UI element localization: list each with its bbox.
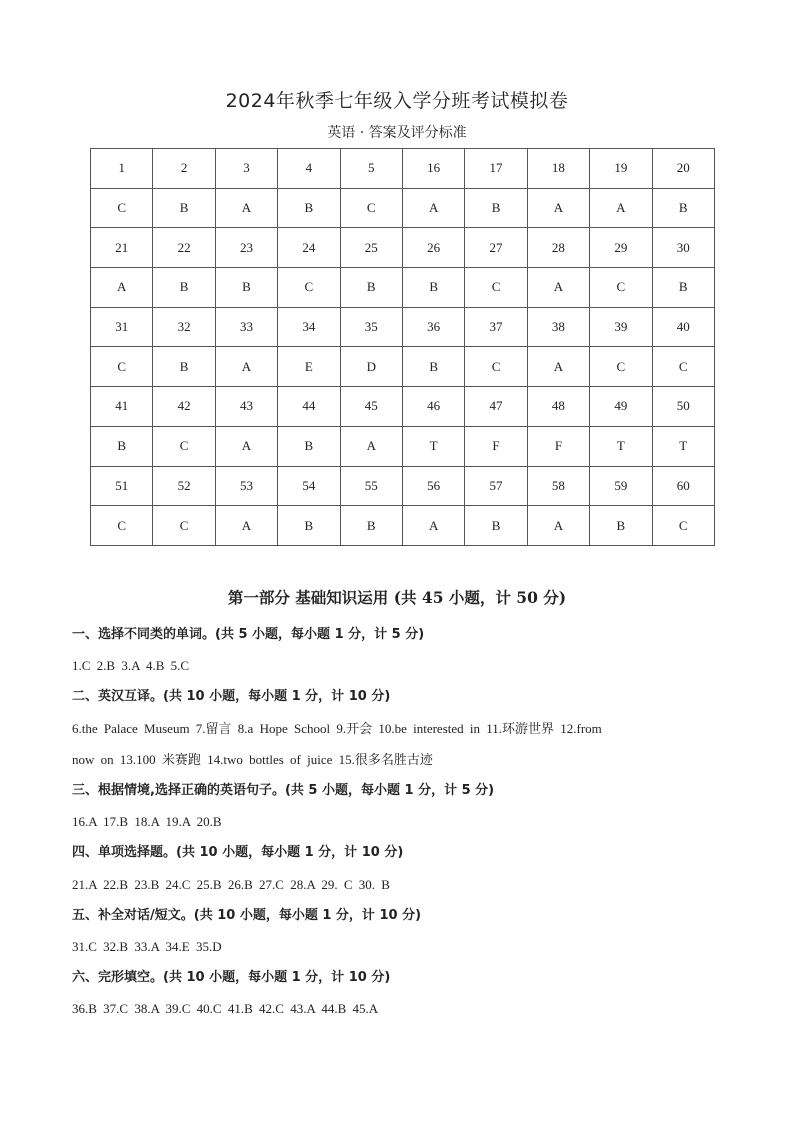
question-number-cell: 51 — [91, 466, 153, 506]
question-number-cell: 2 — [153, 149, 215, 189]
answer-cell: C — [652, 347, 714, 387]
question-number-cell: 45 — [340, 387, 402, 427]
question-number-cell: 55 — [340, 466, 402, 506]
question-number-cell: 24 — [278, 228, 340, 268]
section-answers: 31.C 32.B 33.A 34.E 35.D — [72, 938, 222, 954]
question-number-cell: 34 — [278, 307, 340, 347]
answer-row — [91, 426, 715, 466]
question-number-cell: 26 — [402, 228, 464, 268]
question-number-cell: 25 — [340, 228, 402, 268]
section-answers: 16.A 17.B 18.A 19.A 20.B — [72, 814, 222, 830]
section-answers: 6.the Palace Museum 7.留言 8.a Hope School 9.开会 10.be interested in 11.环游世界 12.from — [72, 720, 602, 736]
question-number-row — [91, 228, 715, 268]
answer-cell: F — [527, 426, 589, 466]
answer-cell: A — [340, 426, 402, 466]
question-number-cell: 37 — [465, 307, 527, 347]
answer-cell: B — [278, 426, 340, 466]
answer-cell: T — [590, 426, 652, 466]
answer-cell: A — [215, 347, 277, 387]
page-title: 2024年秋季七年级入学分班考试模拟卷 — [225, 90, 569, 112]
question-number-cell: 54 — [278, 466, 340, 506]
answer-cell: C — [278, 268, 340, 308]
answer-cell: B — [153, 347, 215, 387]
answer-cell: A — [527, 506, 589, 546]
answer-row — [91, 506, 715, 546]
question-number-row — [91, 387, 715, 427]
question-number-cell: 31 — [91, 307, 153, 347]
question-number-cell: 3 — [215, 149, 277, 189]
answer-row — [91, 347, 715, 387]
answer-row — [91, 268, 715, 308]
question-number-row — [91, 466, 715, 506]
answer-cell: A — [215, 188, 277, 228]
question-number-cell: 47 — [465, 387, 527, 427]
question-number-cell: 40 — [652, 307, 714, 347]
answer-cell: T — [402, 426, 464, 466]
question-number-row — [91, 149, 715, 189]
question-number-cell: 41 — [91, 387, 153, 427]
question-number-cell: 33 — [215, 307, 277, 347]
section-answers: 1.C 2.B 3.A 4.B 5.C — [72, 658, 190, 674]
question-number-cell: 16 — [402, 149, 464, 189]
answer-cell: B — [652, 188, 714, 228]
question-number-cell: 17 — [465, 149, 527, 189]
answer-cell: B — [465, 188, 527, 228]
answer-cell: A — [91, 268, 153, 308]
answer-cell: A — [402, 188, 464, 228]
question-number-cell: 52 — [153, 466, 215, 506]
question-number-row — [91, 307, 715, 347]
question-number-cell: 50 — [652, 387, 714, 427]
answer-cell: C — [652, 506, 714, 546]
answer-cell: T — [652, 426, 714, 466]
answer-cell: B — [402, 268, 464, 308]
answer-cell: B — [215, 268, 277, 308]
question-number-cell: 59 — [590, 466, 652, 506]
answer-cell: B — [153, 188, 215, 228]
question-number-cell: 29 — [590, 228, 652, 268]
answer-cell: C — [465, 268, 527, 308]
answer-cell: C — [465, 347, 527, 387]
question-number-cell: 43 — [215, 387, 277, 427]
answer-cell: A — [590, 188, 652, 228]
answer-cell: A — [527, 347, 589, 387]
section-heading: 六、完形填空。(共 10 小题，每小题 1 分，计 10 分) — [72, 970, 391, 986]
question-number-cell: 23 — [215, 228, 277, 268]
answer-cell: C — [340, 188, 402, 228]
question-number-cell: 22 — [153, 228, 215, 268]
answer-row — [91, 188, 715, 228]
question-number-cell: 20 — [652, 149, 714, 189]
answer-cell: C — [91, 506, 153, 546]
answer-cell: B — [465, 506, 527, 546]
answer-cell: C — [153, 426, 215, 466]
section-answers: 21.A 22.B 23.B 24.C 25.B 26.B 27.C 28.A 29. C 30. B — [72, 876, 390, 892]
question-number-cell: 38 — [527, 307, 589, 347]
question-number-cell: 21 — [91, 228, 153, 268]
answer-cell: D — [340, 347, 402, 387]
answer-cell: A — [215, 426, 277, 466]
question-number-cell: 42 — [153, 387, 215, 427]
question-number-cell: 57 — [465, 466, 527, 506]
question-number-cell: 18 — [527, 149, 589, 189]
answer-cell: A — [215, 506, 277, 546]
answer-sections — [72, 624, 732, 1029]
answer-cell: B — [590, 506, 652, 546]
answer-cell: B — [652, 268, 714, 308]
answer-cell: C — [153, 506, 215, 546]
answer-cell: B — [340, 268, 402, 308]
answer-cell: B — [91, 426, 153, 466]
question-number-cell: 28 — [527, 228, 589, 268]
question-number-cell: 49 — [590, 387, 652, 427]
answer-cell: C — [91, 347, 153, 387]
section-answers: 36.B 37.C 38.A 39.C 40.C 41.B 42.C 43.A 44.B 45.A — [72, 1001, 379, 1017]
question-number-cell: 35 — [340, 307, 402, 347]
answer-cell: E — [278, 347, 340, 387]
section-heading: 四、单项选择题。(共 10 小题，每小题 1 分，计 10 分) — [72, 845, 404, 861]
question-number-cell: 1 — [91, 149, 153, 189]
question-number-cell: 30 — [652, 228, 714, 268]
question-number-cell: 32 — [153, 307, 215, 347]
question-number-cell: 5 — [340, 149, 402, 189]
section-heading: 三、根据情境,选择正确的英语句子。(共 5 小题，每小题 1 分，计 5 分) — [72, 782, 495, 798]
question-number-cell: 56 — [402, 466, 464, 506]
answer-cell: B — [278, 188, 340, 228]
section-heading: 五、补全对话/短文。(共 10 小题，每小题 1 分，计 10 分) — [72, 907, 422, 923]
answer-cell: A — [527, 188, 589, 228]
question-number-cell: 60 — [652, 466, 714, 506]
question-number-cell: 44 — [278, 387, 340, 427]
question-number-cell: 39 — [590, 307, 652, 347]
question-number-cell: 58 — [527, 466, 589, 506]
answer-cell: B — [153, 268, 215, 308]
question-number-cell: 36 — [402, 307, 464, 347]
question-number-cell: 46 — [402, 387, 464, 427]
section-answers: now on 13.100 米赛跑 14.two bottles of juice 15.很多名胜古迹 — [72, 751, 433, 767]
answer-cell: F — [465, 426, 527, 466]
page-subtitle: 英语 · 答案及评分标准 — [327, 125, 467, 141]
section-heading: 一、选择不同类的单词。(共 5 小题，每小题 1 分，计 5 分) — [72, 627, 425, 642]
question-number-cell: 48 — [527, 387, 589, 427]
answer-cell: A — [527, 268, 589, 308]
answer-cell: C — [590, 268, 652, 308]
question-number-cell: 4 — [278, 149, 340, 189]
answer-cell: B — [278, 506, 340, 546]
question-number-cell: 19 — [590, 149, 652, 189]
question-number-cell: 53 — [215, 466, 277, 506]
answer-key-table — [90, 148, 715, 546]
answer-cell: C — [590, 347, 652, 387]
section-heading: 二、英汉互译。(共 10 小题，每小题 1 分，计 10 分) — [72, 689, 391, 705]
answer-cell: B — [402, 347, 464, 387]
answer-cell: A — [402, 506, 464, 546]
question-number-cell: 27 — [465, 228, 527, 268]
part-heading: 第一部分 基础知识运用 (共 45 小题，计 50 分) — [227, 588, 567, 607]
answer-cell: B — [340, 506, 402, 546]
answer-cell: C — [91, 188, 153, 228]
